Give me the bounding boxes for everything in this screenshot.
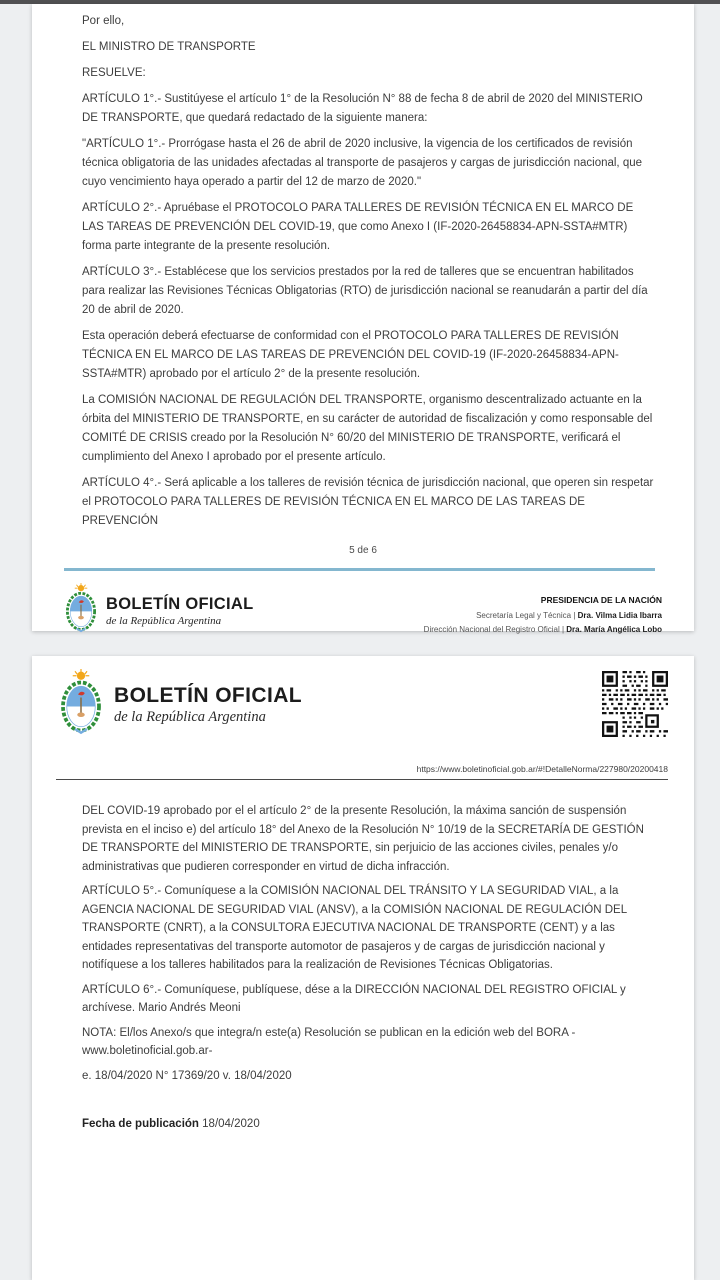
brand-subtitle: de la República Argentina <box>106 614 222 627</box>
paragraph-ministro: EL MINISTRO DE TRANSPORTE <box>82 41 256 53</box>
publication-date: 18/04/2020 <box>202 1118 260 1130</box>
page-5-footer <box>32 571 694 638</box>
brand-title: BOLETÍN OFICIAL <box>106 594 254 613</box>
coat-of-arms-icon <box>64 583 98 638</box>
paragraph-articulo-5: ARTÍCULO 5°.- Comuníquese a la COMISIÓN NACIONAL DEL TRÁNSITO Y LA SEGURIDAD VIAL, a la AGENCIA NACIONAL DE SEGURIDAD VIAL (ANSV), a la COMISIÓN NACIONAL DE REGULACIÓN DEL TRANSPORTE (CNRT), a la CONSULTORA EJECUTIVA NACIONAL DE TRANSPORTE (CENT) y a las entidades representativas del transporte automotor de pasajeros y de cargas de jurisdicción nacional y notifíquese a los talleres habilitados para la realización de Revisiones Técnicas Obligatorias. <box>82 885 627 971</box>
paragraph-por-ello: Por ello, <box>82 15 125 27</box>
paragraph-articulo-1: ARTÍCULO 1°.- Sustitúyese el artículo 1° de la Resolución N° 88 de fecha 8 de abril de 2020 del MINISTERIO DE TRANSPORTE, que quedará redactado de la siguiente manera: <box>82 93 643 124</box>
paragraph-articulo-3: ARTÍCULO 3°.- Establécese que los servicios prestados por la red de talleres que se encuentran habilitados para realizar las Revisiones Técnicas Obligatorias (RTO) de jurisdicción nacional se reanudarán a partir del día 20 de abril de 2020. <box>82 266 648 316</box>
paragraph-cnrt: La COMISIÓN NACIONAL DE REGULACIÓN DEL TRANSPORTE, organismo descentralizado actuante en la órbita del MINISTERIO DE TRANSPORTE, en su carácter de autoridad de fiscalización y como responsable del COMITÉ DE CRISIS creado por la Resolución N° 60/20 del MINISTERIO DE TRANSPORTE, verificará el cumplimiento del Anexo I aprobado por el presente artículo. <box>82 394 653 463</box>
registry-name: Dra. María Angélica Lobo <box>566 624 662 634</box>
page-5-body <box>32 4 694 531</box>
qr-code <box>602 671 668 737</box>
registry-label: Dirección Nacional del Registro Oficial | <box>423 624 565 634</box>
document-page-6 <box>32 656 694 1280</box>
page-6-body <box>32 780 694 1134</box>
boletin-oficial-logo <box>114 684 302 726</box>
paragraph-articulo-6: ARTÍCULO 6°.- Comuníquese, publíquese, dése a la DIRECCIÓN NACIONAL DEL REGISTRO OFICIAL y archívese. Mario Andrés Meoni <box>82 983 626 1014</box>
presidency-title: PRESIDENCIA DE LA NACIÓN <box>540 595 662 605</box>
paragraph-esta-operacion: Esta operación deberá efectuarse de conformidad con el PROTOCOLO PARA TALLERES DE REVISIÓN TÉCNICA EN EL MARCO DE LAS TAREAS DE PREVENCIÓN DEL COVID-19 (IF-2020-26458834-APN-SSTA#MTR) aprobado por el artículo 2° de la presente resolución. <box>82 330 619 380</box>
norma-url: https://www.boletinoficial.gob.ar/#!DetalleNorma/227980/20200418 <box>416 764 668 774</box>
secretary-name: Dra. Vilma Lidia Ibarra <box>577 611 662 620</box>
brand-title: BOLETÍN OFICIAL <box>114 684 302 707</box>
paragraph-resuelve: RESUELVE: <box>82 67 146 79</box>
page-number: 5 de 6 <box>349 545 377 556</box>
page-6-header <box>32 656 694 760</box>
government-credits <box>424 583 662 636</box>
edition-line: e. 18/04/2020 N° 17369/20 v. 18/04/2020 <box>82 1069 292 1082</box>
paragraph-articulo-2: ARTÍCULO 2°.- Apruébase el PROTOCOLO PARA TALLERES DE REVISIÓN TÉCNICA EN EL MARCO DE LAS TAREAS DE PREVENCIÓN DEL COVID-19, que como Anexo I (IF-2020-26458834-APN-SSTA#MTR) forma parte integrante de la presente resolución. <box>82 202 634 252</box>
coat-of-arms-icon <box>58 669 104 740</box>
boletin-oficial-logo <box>64 583 254 638</box>
publication-line <box>82 1115 658 1134</box>
secretary-line <box>424 609 662 623</box>
registry-line <box>424 623 662 637</box>
paragraph-nota: NOTA: El/los Anexo/s que integra/n este(a) Resolución se publican en la edición web del BORA -www.boletinoficial.gob.ar- <box>82 1026 576 1057</box>
paragraph-articulo-1-texto: "ARTÍCULO 1°.- Prorrógase hasta el 26 de abril de 2020 inclusive, la vigencia de los certificados de revisión técnica obligatoria de las unidades afectadas al transporte de pasajeros y cargas de jurisdicción nacional, que cuyo vencimiento haya operado a partir del 12 de marzo de 2020." <box>82 138 643 188</box>
paragraph-articulo-4: ARTÍCULO 4°.- Será aplicable a los talleres de revisión técnica de jurisdicción nacional, que operen sin respetar el PROTOCOLO PARA TALLERES DE REVISIÓN TÉCNICA EN EL MARCO DE LAS TAREAS DE PREVENCIÓN <box>82 477 654 527</box>
document-page-5 <box>32 4 694 634</box>
brand-subtitle: de la República Argentina <box>114 709 266 725</box>
brand-text <box>106 595 254 627</box>
secretary-label: Secretaría Legal y Técnica | <box>476 611 576 620</box>
publication-label: Fecha de publicación <box>82 1118 199 1130</box>
paragraph-covid-continuacion: DEL COVID-19 aprobado por el el artículo 2° de la presente Resolución, la máxima sanción de suspensión prevista en el inciso e) del artículo 18° del Anexo de la Resolución N° 10/19 de la SECRETARÍA DE GESTIÓN DE TRANSPORTE del MINISTERIO DE TRANSPORTE, sin perjuicio de las acciones civiles, penales y/o administrativas que pudieren corresponder en virtud de dicha infracción. <box>82 805 644 873</box>
